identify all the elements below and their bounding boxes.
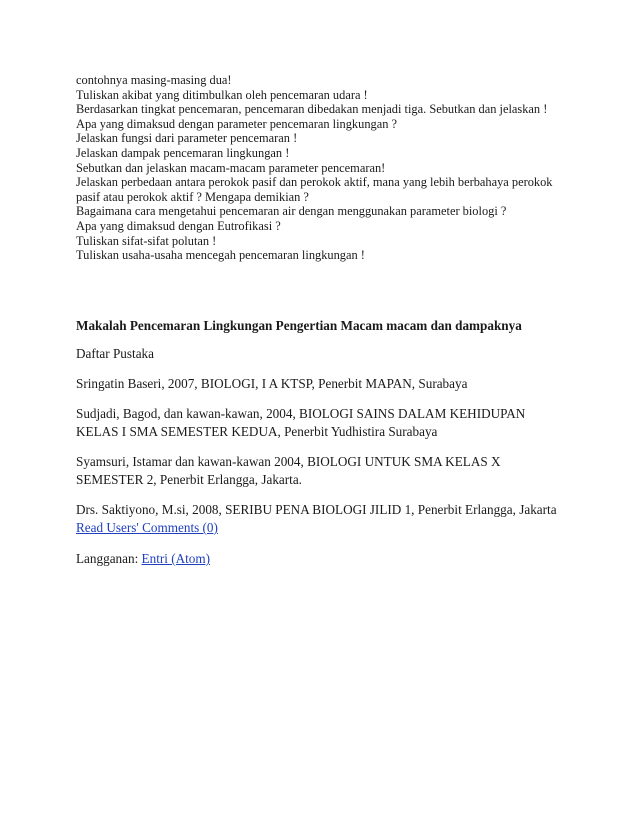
question-item: Tuliskan usaha-usaha mencegah pencemaran lingkungan ! [76,248,365,263]
reference-item: Sringatin Baseri, 2007, BIOLOGI, I A KTSP, Penerbit MAPAN, Surabaya [76,376,468,391]
reference-item: Sudjadi, Bagod, dan kawan-kawan, 2004, BIOLOGI SAINS DALAM KEHIDUPAN KELAS I SMA SEMESTER KEDUA, Penerbit Yudhistira Surabaya [76,406,526,439]
atom-feed-link[interactable]: Entri (Atom) [141,551,211,566]
read-comments-link[interactable]: Read Users' Comments (0) [76,520,218,535]
question-item: Jelaskan fungsi dari parameter pencemaran ! [76,131,298,146]
question-item: Apa yang dimaksud dengan Eutrofikasi ? [76,218,281,233]
reference-list [76,375,566,531]
question-item: contohnya masing-masing dua! [76,73,232,87]
reference-item: Syamsuri, Istamar dan kawan-kawan 2004, BIOLOGI UNTUK SMA KELAS X SEMESTER 2, Penerbit Erlangga, Jakarta. [76,454,501,487]
question-item: Jelaskan dampak pencemaran lingkungan ! [76,145,290,160]
comments-paragraph [76,520,218,536]
question-item: Sebutkan dan jelaskan macam-macam parameter pencemaran! [76,160,386,175]
subscription-paragraph [76,551,210,567]
reference-item: Drs. Saktiyono, M.si, 2008, SERIBU PENA BIOLOGI JILID 1, Penerbit Erlangga, Jakarta [76,502,557,517]
bibliography-heading: Daftar Pustaka [76,346,154,361]
question-item: Jelaskan perbedaan antara perokok pasif dan perokok aktif, mana yang lebih berbahaya perokok pasif atau perokok aktif ? Mengapa demikian ? [76,175,553,204]
question-item: Apa yang dimaksud dengan parameter pencemaran lingkungan ? [76,116,398,131]
question-item: Tuliskan sifat-sifat polutan ! [76,233,217,248]
question-item: Bagaimana cara mengetahui pencemaran air dengan menggunakan parameter biologi ? [76,204,507,219]
subscription-label: Langganan: [76,551,139,566]
question-item: Berdasarkan tingkat pencemaran, pencemaran dibedakan menjadi tiga. Sebutkan dan jelaskan ! [76,102,548,117]
article-title: Makalah Pencemaran Lingkungan Pengertian Macam macam dan dampaknya [76,318,522,333]
question-item: Tuliskan akibat yang ditimbulkan oleh pencemaran udara ! [76,87,368,102]
question-list [76,73,576,263]
